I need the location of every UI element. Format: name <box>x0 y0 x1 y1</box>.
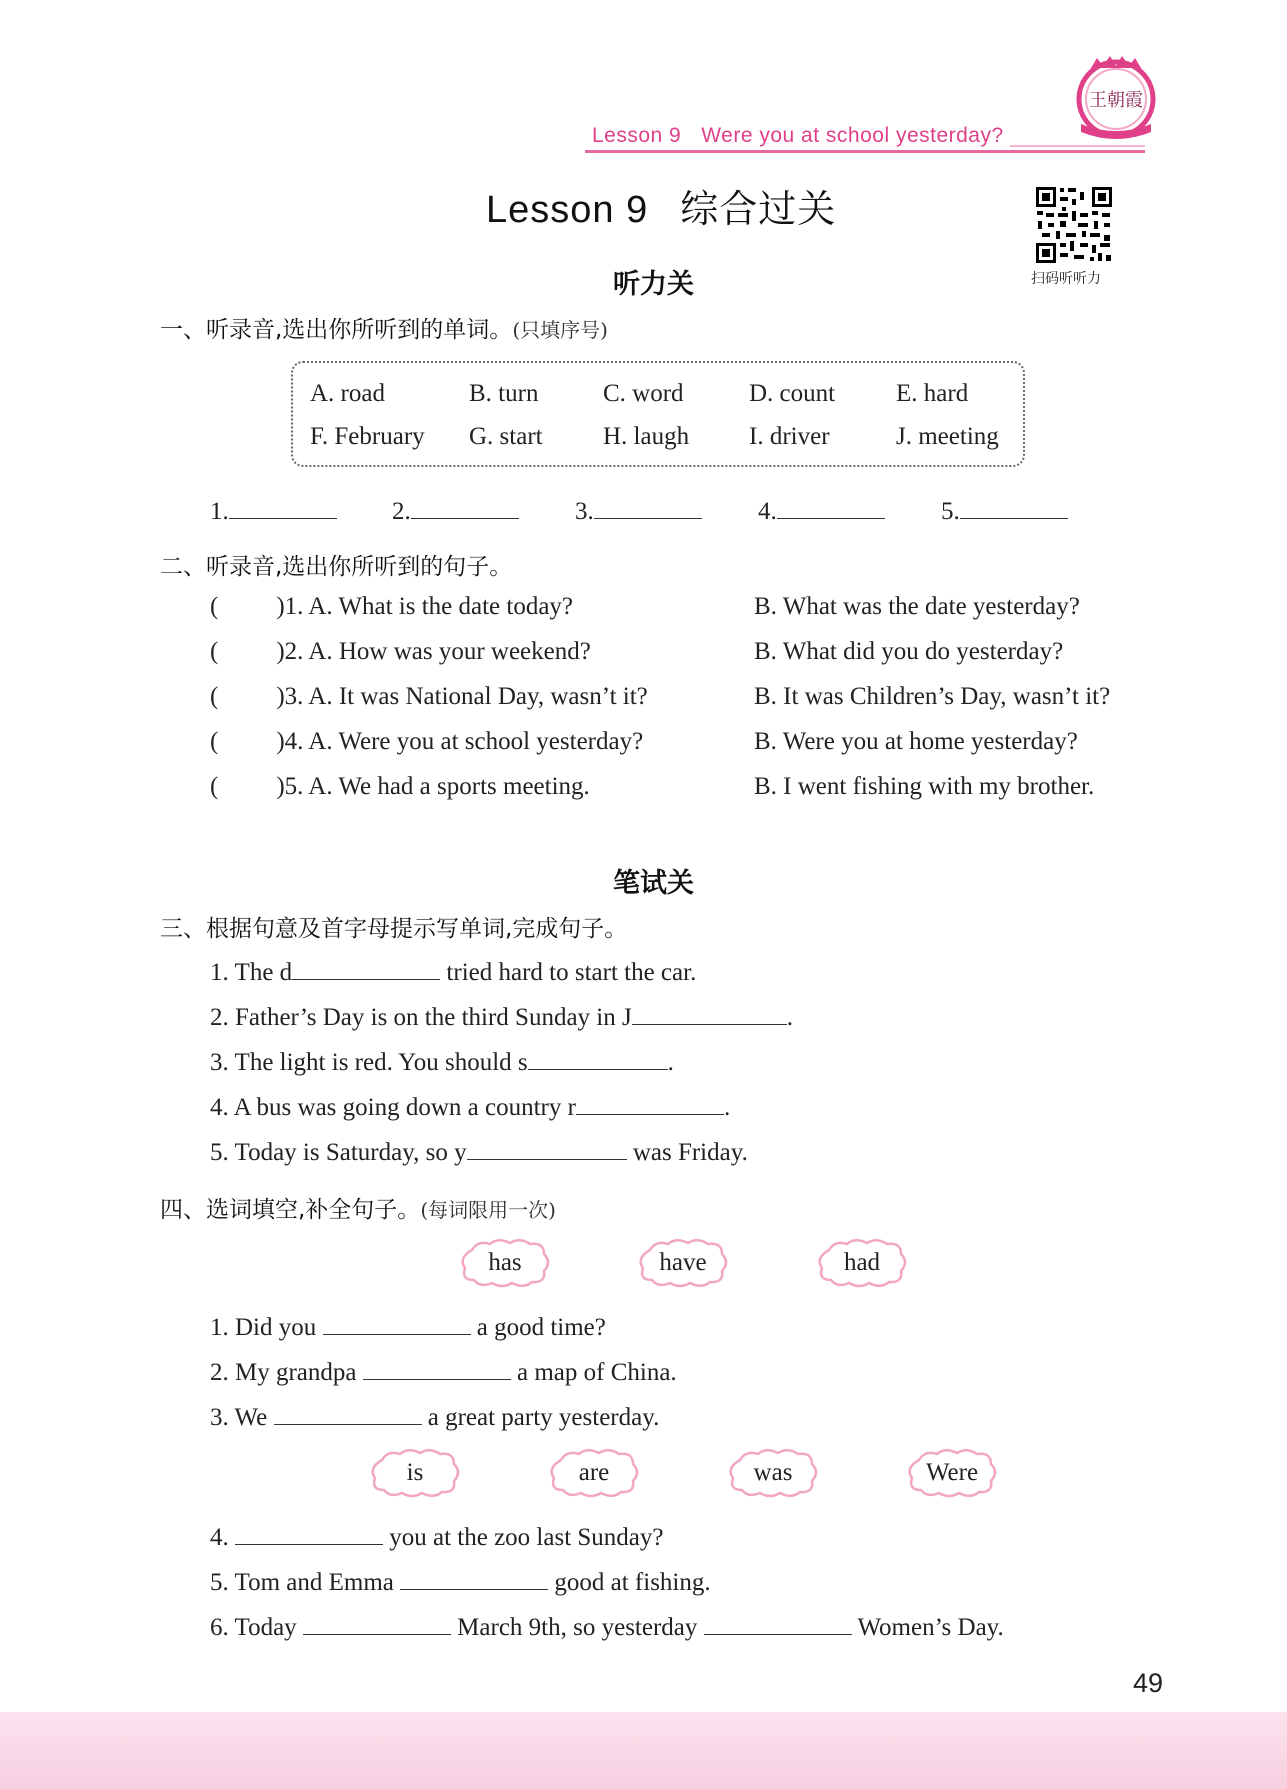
word-option: J. meeting <box>896 423 999 450</box>
item-number: )3. <box>276 683 304 710</box>
page-number: 49 <box>1133 1668 1164 1698</box>
header-rule <box>585 150 1145 153</box>
item-number: )1. <box>276 593 304 620</box>
part4-heading <box>160 1191 556 1224</box>
answer-blank[interactable] <box>960 494 1068 519</box>
fill-sentence <box>210 1045 674 1077</box>
part4-heading-text: 四、选词填空,补全句子。 <box>160 1197 421 1223</box>
answer-blank[interactable] <box>235 1520 383 1545</box>
answer-slot-5 <box>941 494 1068 526</box>
word-choice: had <box>843 1249 881 1276</box>
sentence-end: tried hard to start the car. <box>446 959 697 986</box>
choice-row <box>210 773 590 801</box>
answer-blank[interactable] <box>528 1045 668 1070</box>
answer-paren[interactable]: ( <box>210 773 219 800</box>
choice-row <box>210 638 591 666</box>
option-a: A. It was National Day, wasn’t it? <box>308 683 648 710</box>
sentence-end: . <box>667 1049 674 1076</box>
fill-sentence <box>210 955 696 987</box>
sentence-start: 1. The d <box>210 959 293 986</box>
answer-slot-1 <box>210 494 337 526</box>
word-choice: is <box>406 1459 424 1486</box>
answer-blank[interactable] <box>229 494 337 519</box>
answer-paren[interactable]: ( <box>210 728 219 755</box>
answer-blank[interactable] <box>303 1610 451 1635</box>
sentence-start: 3. The light is red. You should s <box>210 1049 528 1076</box>
sentence-start: 4. <box>210 1524 229 1551</box>
word-choice: was <box>753 1459 793 1486</box>
svg-text:王朝霞: 王朝霞 <box>1089 90 1143 111</box>
part1-heading <box>160 311 608 344</box>
answer-paren[interactable]: ( <box>210 593 219 620</box>
answer-number: 1. <box>210 498 229 525</box>
word-choice: Were <box>925 1459 979 1486</box>
sentence-end: a good time? <box>476 1314 606 1341</box>
item-number: )4. <box>276 728 304 755</box>
sentence-end: a map of China. <box>517 1359 677 1386</box>
fill-sentence <box>210 1135 748 1167</box>
word-bank-box <box>291 361 1025 467</box>
fill-sentence <box>210 1565 711 1597</box>
answer-blank[interactable] <box>323 1310 471 1335</box>
word-cloud <box>726 1448 820 1498</box>
fill-sentence <box>210 1610 1004 1642</box>
sentence-end: . <box>723 1094 731 1121</box>
answer-blank[interactable] <box>777 494 885 519</box>
fill-sentence <box>210 1310 606 1342</box>
option-b: B. Were you at home yesterday? <box>754 728 1078 755</box>
sentence-start: 2. My grandpa <box>210 1359 357 1386</box>
option-b: B. It was Children’s Day, wasn’t it? <box>754 683 1111 710</box>
answer-slot-3 <box>575 494 702 526</box>
sentence-start: 5. Today is Saturday, so y <box>210 1139 467 1166</box>
answer-number: 4. <box>758 498 777 525</box>
sentence-middle: March 9th, so yesterday <box>457 1614 698 1641</box>
sentence-start: 2. Father’s Day is on the third Sunday in J <box>210 1004 632 1031</box>
part3-heading: 三、根据句意及首字母提示写单词,完成句子。 <box>160 916 628 942</box>
answer-number: 3. <box>575 498 594 525</box>
word-option: H. laugh <box>603 423 690 450</box>
header-subtitle: Were you at school yesterday? <box>701 124 1004 147</box>
sentence-start: 3. We <box>210 1404 268 1431</box>
item-number: )2. <box>276 638 304 665</box>
option-a: A. How was your weekend? <box>308 638 591 665</box>
word-option: C. word <box>603 380 684 407</box>
sentence-start: 1. Did you <box>210 1314 317 1341</box>
word-option: E. hard <box>896 380 969 407</box>
answer-number: 2. <box>392 498 411 525</box>
answer-blank[interactable] <box>274 1400 422 1425</box>
answer-blank[interactable] <box>467 1135 627 1160</box>
fill-sentence <box>210 1355 677 1387</box>
word-option: F. February <box>310 423 425 450</box>
answer-blank[interactable] <box>704 1610 852 1635</box>
word-cloud <box>905 1448 999 1498</box>
word-cloud <box>815 1238 909 1288</box>
choice-row <box>210 683 648 711</box>
page-title-cn: 综合过关 <box>680 187 837 231</box>
footer-band <box>0 1712 1287 1789</box>
page-title-lesson: Lesson 9 <box>486 189 649 231</box>
part2-heading: 二、听录音,选出你所听到的句子。 <box>160 554 513 580</box>
word-cloud <box>368 1448 462 1498</box>
word-option: A. road <box>310 380 385 407</box>
answer-paren[interactable]: ( <box>210 638 219 665</box>
fill-sentence <box>210 1000 793 1032</box>
option-b: B. What did you do yesterday? <box>754 638 1064 665</box>
answer-blank[interactable] <box>400 1565 548 1590</box>
part4-note: (每词限用一次) <box>420 1198 556 1222</box>
qr-code[interactable] <box>1034 185 1114 265</box>
word-option: B. turn <box>469 380 539 407</box>
sentence-end: good at fishing. <box>554 1569 711 1596</box>
sentence-end: you at the zoo last Sunday? <box>389 1524 664 1551</box>
fill-sentence <box>210 1400 659 1432</box>
choice-row <box>210 728 643 756</box>
answer-blank[interactable] <box>594 494 702 519</box>
sentence-start: 6. Today <box>210 1614 297 1641</box>
answer-blank[interactable] <box>411 494 519 519</box>
page-title <box>486 178 836 233</box>
answer-blank[interactable] <box>292 955 440 980</box>
publisher-logo <box>1073 54 1159 140</box>
answer-slot-4 <box>758 494 885 526</box>
sentence-start: 4. A bus was going down a country r <box>210 1094 576 1121</box>
running-header <box>592 124 1004 148</box>
word-cloud <box>636 1238 730 1288</box>
answer-blank[interactable] <box>632 1000 787 1025</box>
sentence-end: was Friday. <box>632 1139 748 1166</box>
word-option: I. driver <box>749 423 830 450</box>
answer-blank[interactable] <box>576 1090 724 1115</box>
word-option: G. start <box>469 423 543 450</box>
fill-sentence <box>210 1090 730 1122</box>
item-number: )5. <box>276 773 304 800</box>
word-cloud <box>547 1448 641 1498</box>
sentence-end: . <box>786 1004 793 1031</box>
answer-slot-2 <box>392 494 519 526</box>
sentence-start: 5. Tom and Emma <box>210 1569 394 1596</box>
option-a: A. What is the date today? <box>308 593 574 620</box>
option-b: B. I went fishing with my brother. <box>754 773 1095 800</box>
word-choice: have <box>659 1249 707 1276</box>
option-b: B. What was the date yesterday? <box>754 593 1080 620</box>
answer-number: 5. <box>941 498 960 525</box>
sentence-end: a great party yesterday. <box>427 1404 660 1431</box>
word-choice: has <box>488 1249 522 1276</box>
listening-heading: 听力关 <box>613 269 694 300</box>
sentence-end: Women’s Day. <box>857 1614 1004 1641</box>
header-accent-rule <box>1010 145 1145 147</box>
part1-heading-text: 一、听录音,选出你所听到的单词。 <box>160 317 513 343</box>
writing-heading: 笔试关 <box>613 868 694 899</box>
qr-label: 扫码听听力 <box>1031 271 1101 287</box>
fill-sentence <box>210 1520 664 1552</box>
choice-row <box>210 593 573 621</box>
option-a: A. We had a sports meeting. <box>308 773 590 800</box>
answer-blank[interactable] <box>363 1355 511 1380</box>
answer-paren[interactable]: ( <box>210 683 219 710</box>
part1-note: (只填序号) <box>512 318 608 342</box>
word-option: D. count <box>749 380 836 407</box>
option-a: A. Were you at school yesterday? <box>308 728 644 755</box>
word-cloud <box>458 1238 552 1288</box>
word-choice: are <box>578 1459 610 1486</box>
header-lesson: Lesson 9 <box>592 124 682 147</box>
